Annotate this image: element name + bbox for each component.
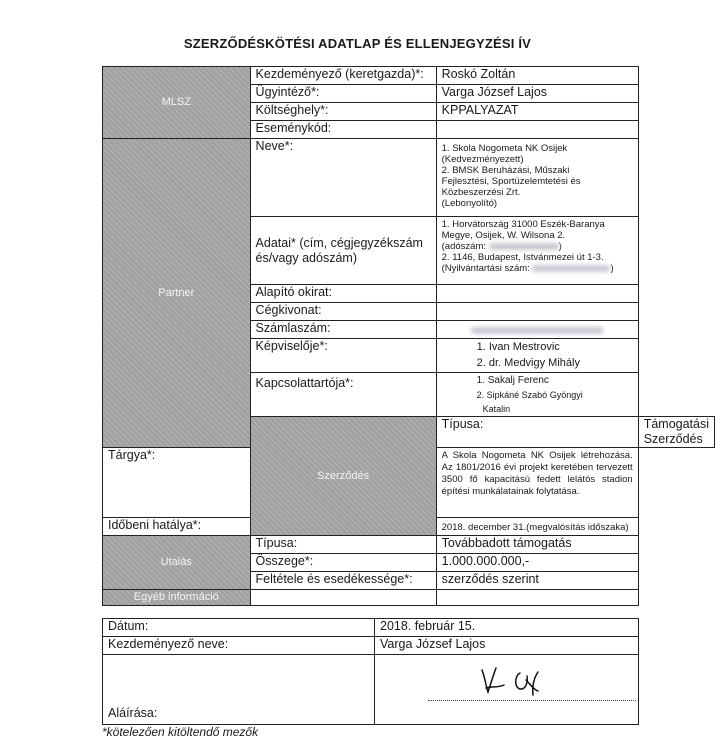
kapcsolattartoja-value: [436, 373, 638, 417]
kezdemenyezo-label: Kezdeményező (keretgazda)*:: [250, 67, 436, 85]
footnote: *kötelezően kitöltendő mezők: [102, 725, 259, 739]
contract-data-table: [102, 66, 715, 606]
kepviselo-item: 1. Ivan Mestrovic: [476, 341, 560, 353]
handwritten-signature: [476, 664, 556, 698]
datum-label: Dátum:: [103, 619, 375, 637]
section-egyeb-informacio: Egyéb információ: [103, 590, 251, 606]
kezdemenyezo-value: Roskó Zoltán: [436, 67, 638, 85]
szerzodes-tipusa-value: Támogatási Szerződés: [638, 417, 714, 448]
adatai-line: 2. 1146, Budapest, Istvánmezei út 1-3.: [441, 252, 604, 263]
section-partner: Partner: [103, 139, 251, 448]
utalas-tipusa-value: Továbbadott támogatás: [436, 536, 638, 554]
adatai-line: (Nyilvántartási szám:: [441, 263, 530, 274]
targya-value: A Skola Nogometa NK Osijek létrehozása. Az 1801/2016 évi projekt keretében tervezett 3500 fő kapacitású fedett lelátós stadion építési munkálatainak folytatása.: [436, 448, 638, 518]
neve-label: Neve*:: [250, 139, 436, 217]
szamlaszam-value: [436, 321, 638, 339]
kapcsolattarto-item: 2. Sipkáné Szabó Gyöngyi: [476, 390, 583, 400]
section-szerzodes: Szerződés: [250, 417, 436, 536]
targya-label: Tárgya*:: [103, 448, 251, 518]
kepviselo-item: 2. dr. Medvigy Mihály: [476, 357, 580, 369]
page-title: SZERZŐDÉSKÖTÉSI ADATLAP ÉS ELLENJEGYZÉSI ÍV: [183, 36, 532, 51]
neve-value: [436, 139, 638, 217]
signature-table: [102, 618, 639, 725]
utalas-tipusa-label: Típusa:: [250, 536, 436, 554]
alapito-value: [436, 285, 638, 303]
redacted-account-number: [471, 327, 603, 334]
kezdemenyezo-neve-value: Varga József Lajos: [375, 637, 639, 655]
adatai-line: (adószám:: [441, 241, 486, 252]
signature-line: [428, 700, 636, 701]
neve-line: (Lebonyolító): [441, 198, 498, 209]
adatai-line: Megye, Osijek, W. Wilsona 2.: [441, 230, 566, 241]
alapito-label: Alapító okirat:: [250, 285, 436, 303]
kapcsolattarto-item: Katalin: [482, 404, 511, 414]
adatai-label: Adatai* (cím, cégjegyzékszám és/vagy adószám): [250, 217, 436, 285]
koltseghely-value: KPPALYAZAT: [436, 103, 638, 121]
ugyintezo-value: Varga József Lajos: [436, 85, 638, 103]
redacted-tax-number: [489, 243, 559, 250]
osszege-label: Összege*:: [250, 554, 436, 572]
egyeb-value: [436, 590, 638, 606]
neve-line: (Kedvezményezett): [441, 154, 524, 165]
szerzodes-tipusa-label: Típusa:: [436, 417, 638, 448]
kapcsolattarto-item: 1. Sakalj Ferenc: [476, 375, 549, 386]
kepviseloje-value: [436, 339, 638, 373]
kapcsolattartoja-label: Kapcsolattartója*:: [250, 373, 436, 417]
kepviseloje-label: Képviselője*:: [250, 339, 436, 373]
alairasa-label: Aláírása:: [103, 655, 375, 725]
cegkivonat-label: Cégkivonat:: [250, 303, 436, 321]
idobeni-hatalya-value: 2018. december 31.(megvalósítás időszaka): [436, 518, 638, 536]
redacted-registry-number: [532, 265, 610, 272]
osszege-value: 1.000.000.000,-: [436, 554, 638, 572]
koltseghely-label: Költséghely*:: [250, 103, 436, 121]
egyeb-label: [250, 590, 436, 606]
szamlaszam-label: Számlaszám:: [250, 321, 436, 339]
section-mlsz: MLSZ: [103, 67, 251, 139]
cegkivonat-value: [436, 303, 638, 321]
esemenykod-label: Eseménykód:: [250, 121, 436, 139]
datum-value: 2018. február 15.: [375, 619, 639, 637]
ugyintezo-label: Ügyintéző*:: [250, 85, 436, 103]
neve-line: Közbeszerzési Zrt.: [441, 187, 521, 198]
kezdemenyezo-neve-label: Kezdeményező neve:: [103, 637, 375, 655]
neve-line: 2. BMSK Beruházási, Műszaki: [441, 165, 570, 176]
feltetele-value: szerződés szerint: [436, 572, 638, 590]
adatai-value: 1. Horvátország 31000 Eszék-Baranya Megye, Osijek, W. Wilsona 2. (adószám: ) 2. 1146, Budapest, Istvánmezei út 1-3. (Nyilvántartási szám: ): [436, 217, 638, 285]
esemenykod-value: [436, 121, 638, 139]
neve-line: 1. Skola Nogometa NK Osijek: [441, 143, 568, 154]
adatai-line: 1. Horvátország 31000 Eszék-Baranya: [441, 219, 605, 230]
neve-line: Fejlesztési, Sportüzelemtetési és: [441, 176, 581, 187]
idobeni-hatalya-label: Időbeni hatálya*:: [103, 518, 251, 536]
feltetele-label: Feltétele és esedékessége*:: [250, 572, 436, 590]
section-utalas: Utalás: [103, 536, 251, 590]
